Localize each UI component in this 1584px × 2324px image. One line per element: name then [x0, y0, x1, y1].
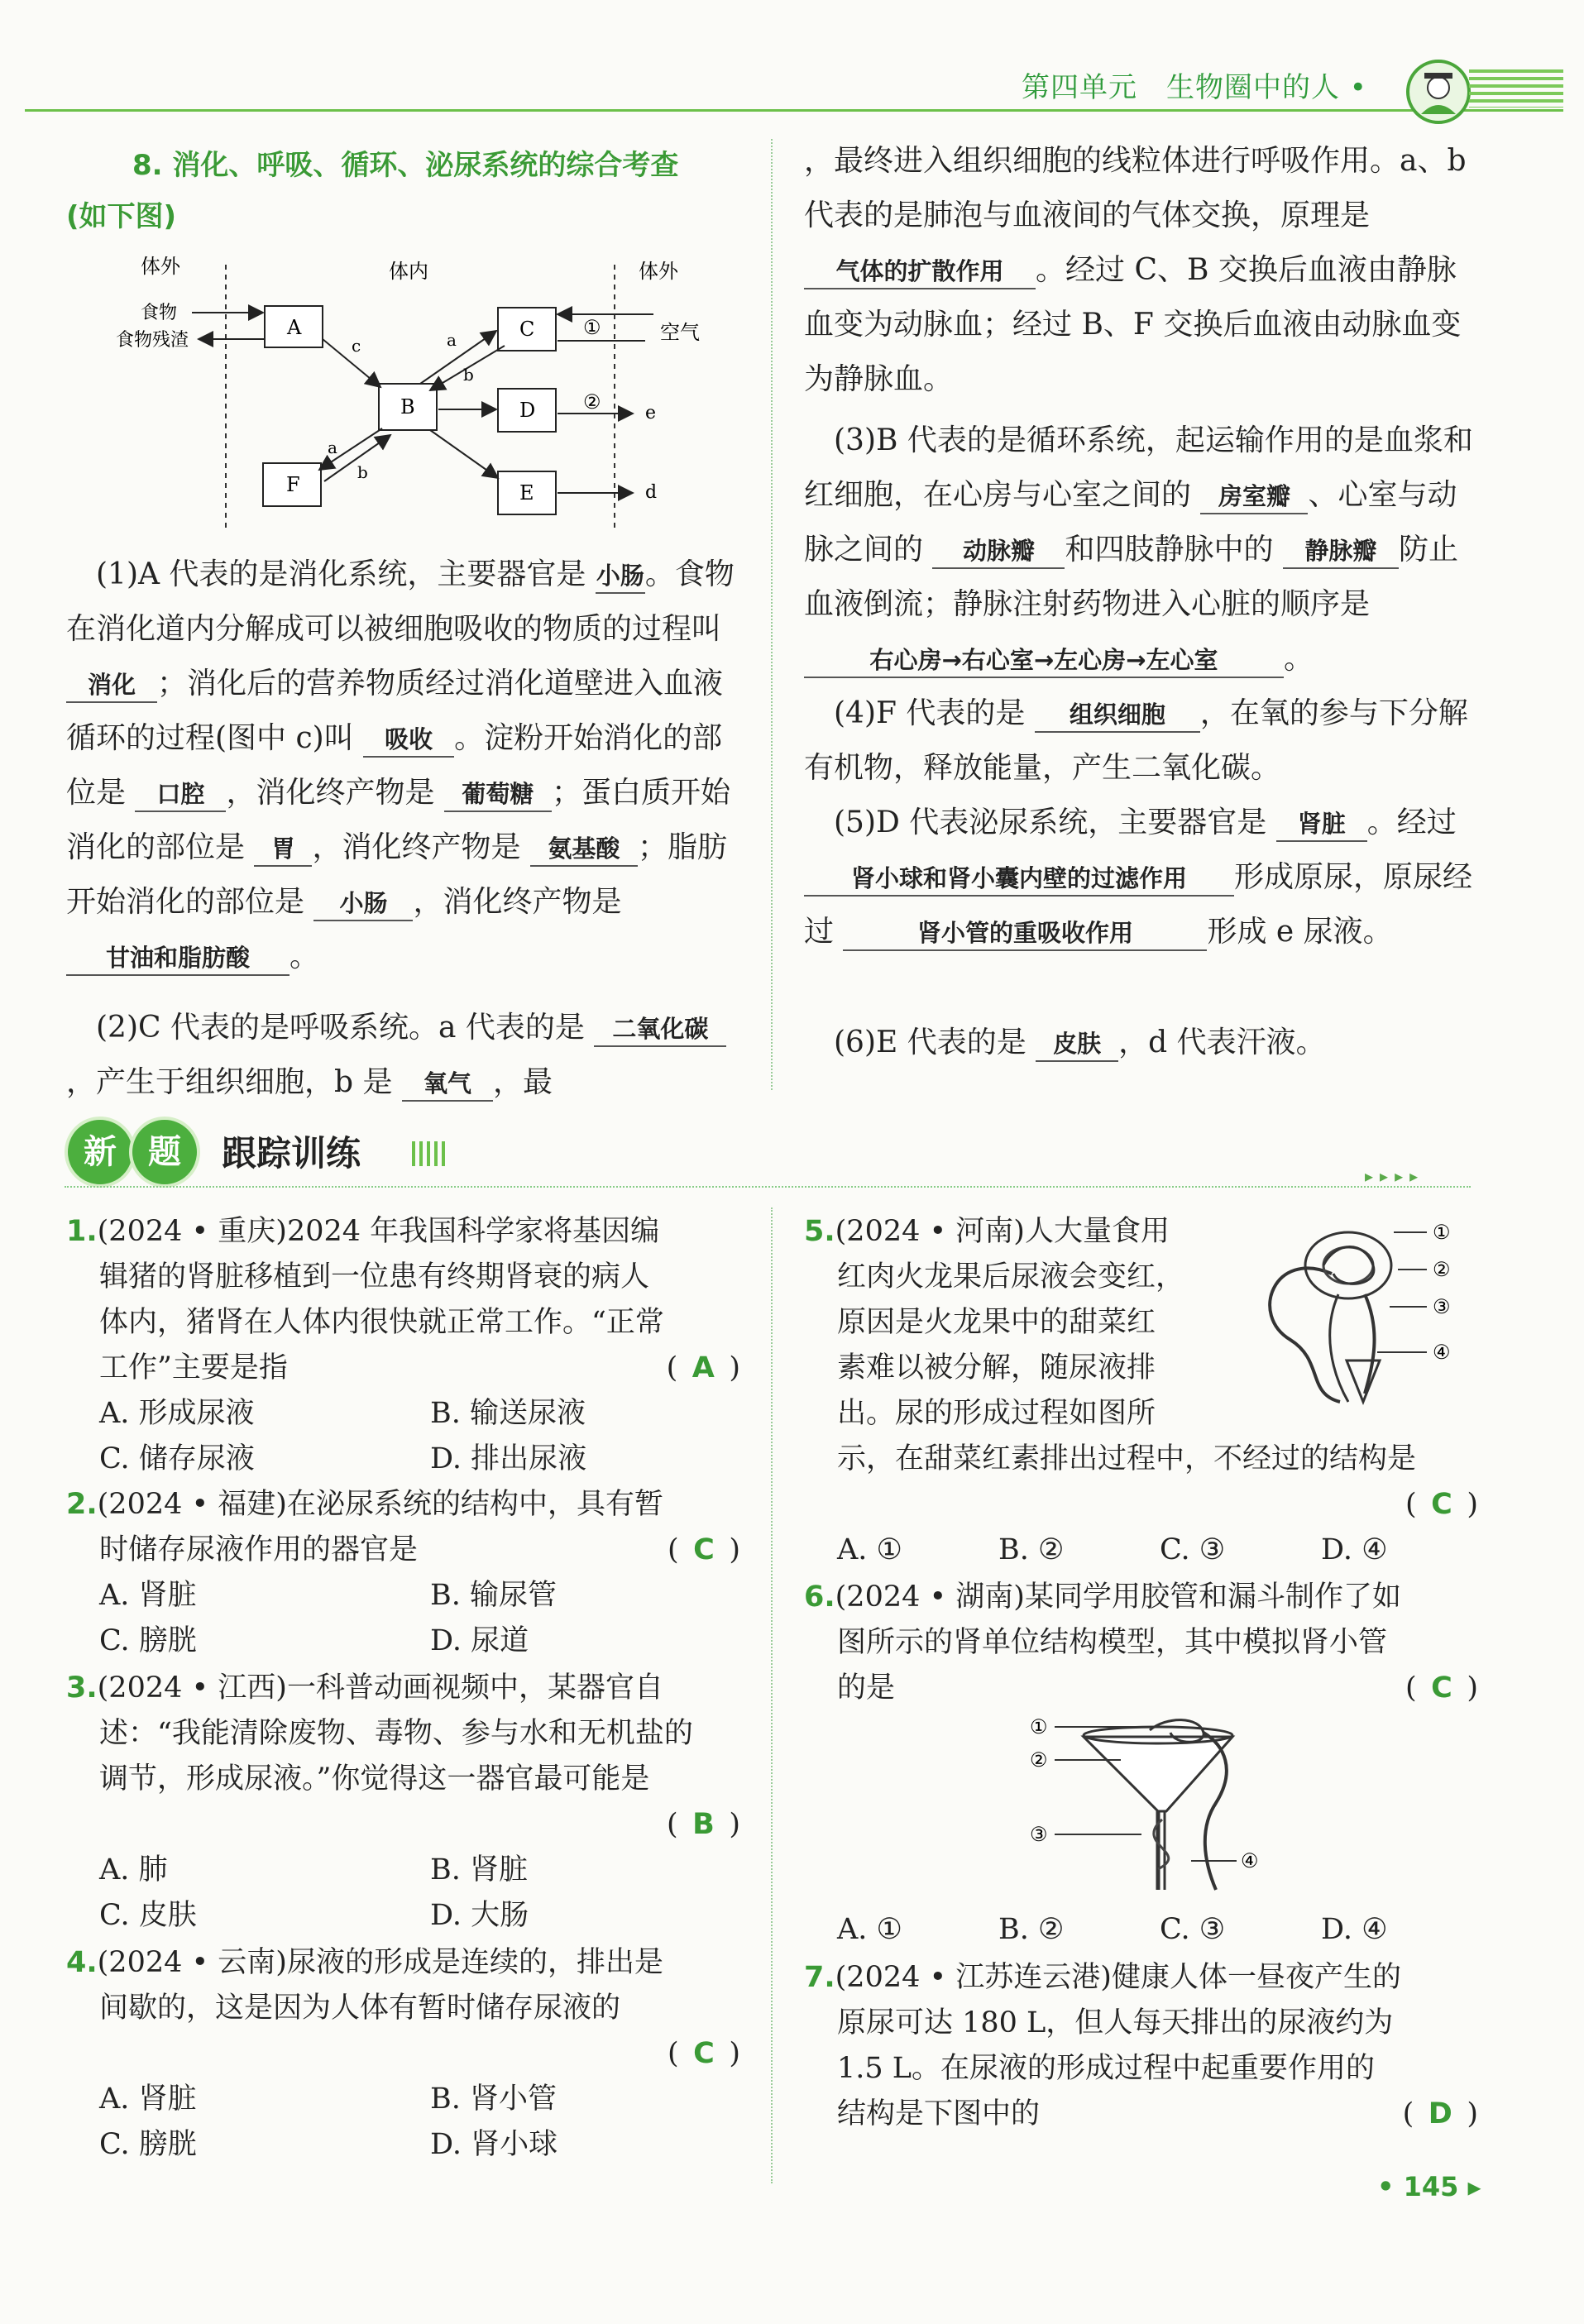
- banner-bubble-1: 新: [65, 1117, 136, 1188]
- para-4: (4)F 代表的是 组织细胞 ，在氧的参与下分解有机物，释放能量，产生二氧化碳。: [804, 696, 1468, 785]
- nephron-figure: [1241, 1216, 1481, 1423]
- fig5-label-4: ④: [1433, 1341, 1451, 1364]
- answer-2: C: [693, 1533, 715, 1566]
- answer-4: C: [693, 2037, 715, 2070]
- page-number: • 145 ▸: [1377, 2171, 1481, 2202]
- svg-text:F: F: [286, 473, 300, 496]
- circle-2: ②: [583, 390, 601, 414]
- student-avatar-icon: [1406, 60, 1471, 124]
- box-c: [498, 308, 556, 351]
- question-7: 7.(2024 • 江苏连云港)健康人体一昼夜产生的 原尿可达 180 L，但人每天排出的尿液约为 1.5 L。在尿液的形成过程中起重要作用的 结构是下图中的 ( D ): [804, 1961, 1478, 2130]
- question-2: 2.(2024 • 福建)在泌尿系统的结构中，具有暂 时储存尿液作用的器官是 ( C ) A. 肾脏 B. 输尿管 C. 膀胱 D. 尿道: [66, 1488, 740, 1657]
- right-d: d: [645, 482, 658, 503]
- zone-label-outside-right: 体外: [639, 260, 678, 283]
- svg-text:C: C: [519, 318, 535, 341]
- answer-5: C: [1431, 1488, 1452, 1521]
- question-4: 4.(2024 • 云南)尿液的形成是连续的，排出是 间歇的，这是因为人体有暂时储存尿液的 ( C ) A. 肾脏 B. 肾小管 C. 膀胱 D. 肾小球: [66, 1946, 740, 2161]
- edge-label-a-top: a: [447, 330, 457, 350]
- section-title: 跟踪训练: [222, 1133, 361, 1174]
- box-f: [263, 463, 321, 506]
- banner-rule: [65, 1184, 1471, 1188]
- topic-title-sub: (如下图): [66, 200, 177, 233]
- banner-bubble-2: 题: [129, 1117, 200, 1188]
- question-6: 6.(2024 • 湖南)某同学用胶管和漏斗制作了如 图所示的肾单位结构模型，其中模拟肾小管 的是 ( C ): [804, 1580, 1478, 1705]
- svg-text:B: B: [400, 395, 415, 418]
- svg-text:D: D: [519, 399, 536, 422]
- answer-6: C: [1431, 1671, 1452, 1705]
- answer-1: A: [692, 1351, 715, 1384]
- unit-title: 第四单元 生物圈中的人 •: [1022, 71, 1367, 104]
- fig6-label-1: ①: [1030, 1715, 1048, 1738]
- circle-1: ①: [583, 316, 601, 339]
- svg-text:E: E: [519, 481, 534, 504]
- question-1: 1.(2024 • 重庆)2024 年我国科学家将基因编 辑猪的肾脏移植到一位患有终期肾衰的病人 体内，猪肾在人体内很快就正常工作。“正常 工作”主要是指 ( A ) A. 形成尿液 B. 输送尿液 C. 储存尿液 D. 排出尿液: [66, 1215, 740, 1475]
- input-food: 食物: [141, 303, 178, 323]
- answer-3: B: [692, 1808, 715, 1841]
- header-rule: [25, 109, 1563, 112]
- topic-title: 8. 消化、呼吸、循环、泌尿系统的综合考查: [132, 149, 679, 182]
- right-air: 空气: [660, 321, 700, 344]
- para-5: (5)D 代表泌尿系统，主要器官是 肾脏 。经过 肾小球和肾小囊内壁的过滤作用 形成原尿，原尿经过 肾小管的重吸收作用 形成 e 尿液。: [804, 796, 1478, 959]
- edge-label-b-bottom: b: [357, 462, 368, 482]
- para-6: (6)E 代表的是 皮肤 ，d 代表汗液。: [804, 1016, 1478, 1070]
- column-divider: [771, 139, 773, 1090]
- para-1: (1)A 代表的是消化系统，主要器官是 小肠。食物在消化道内分解成可以被细胞吸收的物质的过程叫 消化 ；消化后的营养物质经过消化道壁进入血液循环的过程(图中 c)叫 吸收 。淀粉开始消化的部位是 口腔 ，消化终产物是 葡萄糖 ；蛋白质开始消化的部位是 胃 ，消化终产物是 氨基酸 ；脂肪开始消化的部位是 小肠 ，消化终产物是 甘油和脂肪酸 。: [66, 548, 740, 984]
- question-5: 5.(2024 • 河南)人大量食用 红肉火龙果后尿液会变红， 原因是火龙果中的甜菜红 素难以被分解，随尿液排 出。尿的形成过程如图所 示，在甜菜红素排出过程中，不经过的结构是 ( C ) A. ① B. ② C. ③ D. ④: [804, 1215, 1478, 1566]
- box-d: [498, 389, 556, 432]
- para-2-start: (2)C 代表的是呼吸系统。a 代表的是 二氧化碳，产生于组织细胞，b 是 氧气 ，最: [66, 1001, 740, 1110]
- fig6-label-4: ④: [1241, 1849, 1259, 1872]
- zone-label-inside: 体内: [389, 260, 428, 283]
- fig6-label-2: ②: [1030, 1748, 1048, 1772]
- banner-arrows-icon: ▸▸▸▸: [1365, 1166, 1425, 1186]
- systems-diagram: [116, 248, 761, 546]
- fig6-label-3: ③: [1030, 1823, 1048, 1846]
- para-2-continued: ，最终进入组织细胞的线粒体进行呼吸作用。a、b 代表的是肺泡与血液间的气体交换，原理是 气体的扩散作用 。经过 C、B 交换后血液由静脉血变为动脉血；经过 B、F 交换后血液由动脉血变为静脉血。: [804, 144, 1467, 396]
- zone-label-outside-left: 体外: [141, 255, 180, 278]
- kidney-model-figure: [1026, 1712, 1299, 1902]
- fig5-label-2: ②: [1433, 1258, 1451, 1281]
- box-b: [379, 384, 437, 430]
- svg-text:A: A: [287, 316, 302, 339]
- question-6-options: A. ① B. ② C. ③ D. ④: [837, 1913, 1388, 1946]
- banner-stripes: [412, 1141, 445, 1166]
- fig5-label-1: ①: [1433, 1221, 1451, 1244]
- edge-label-c: c: [352, 336, 361, 356]
- right-e: e: [645, 403, 657, 423]
- column-divider: [771, 1207, 773, 2183]
- answer-7: D: [1428, 2097, 1452, 2130]
- edge-label-a-bottom: a: [328, 438, 337, 457]
- input-food-residue: 食物残渣: [116, 330, 189, 351]
- fig5-label-3: ③: [1433, 1295, 1451, 1318]
- question-3: 3.(2024 • 江西)一科普动画视频中，某器官自 述：“我能清除废物、毒物、参与水和无机盐的 调节，形成尿液。”你觉得这一器官最可能是 ( B ) A. 肺 B. 肾脏 C. 皮肤 D. 大肠: [66, 1671, 740, 1932]
- box-a: [265, 306, 323, 347]
- edge-label-b-top: b: [463, 365, 474, 385]
- para-3: (3)B 代表的是循环系统，起运输作用的是血浆和红细胞，在心房与心室之间的 房室瓣 、心室与动脉之间的 动脉瓣 和四肢静脉中的 静脉瓣 防止血液倒流；静脉注射药物进入心脏的顺序是 右心房→右心室→左心房→左心室 。: [804, 414, 1478, 686]
- header-stripes: [1469, 69, 1563, 108]
- box-e: [498, 471, 556, 514]
